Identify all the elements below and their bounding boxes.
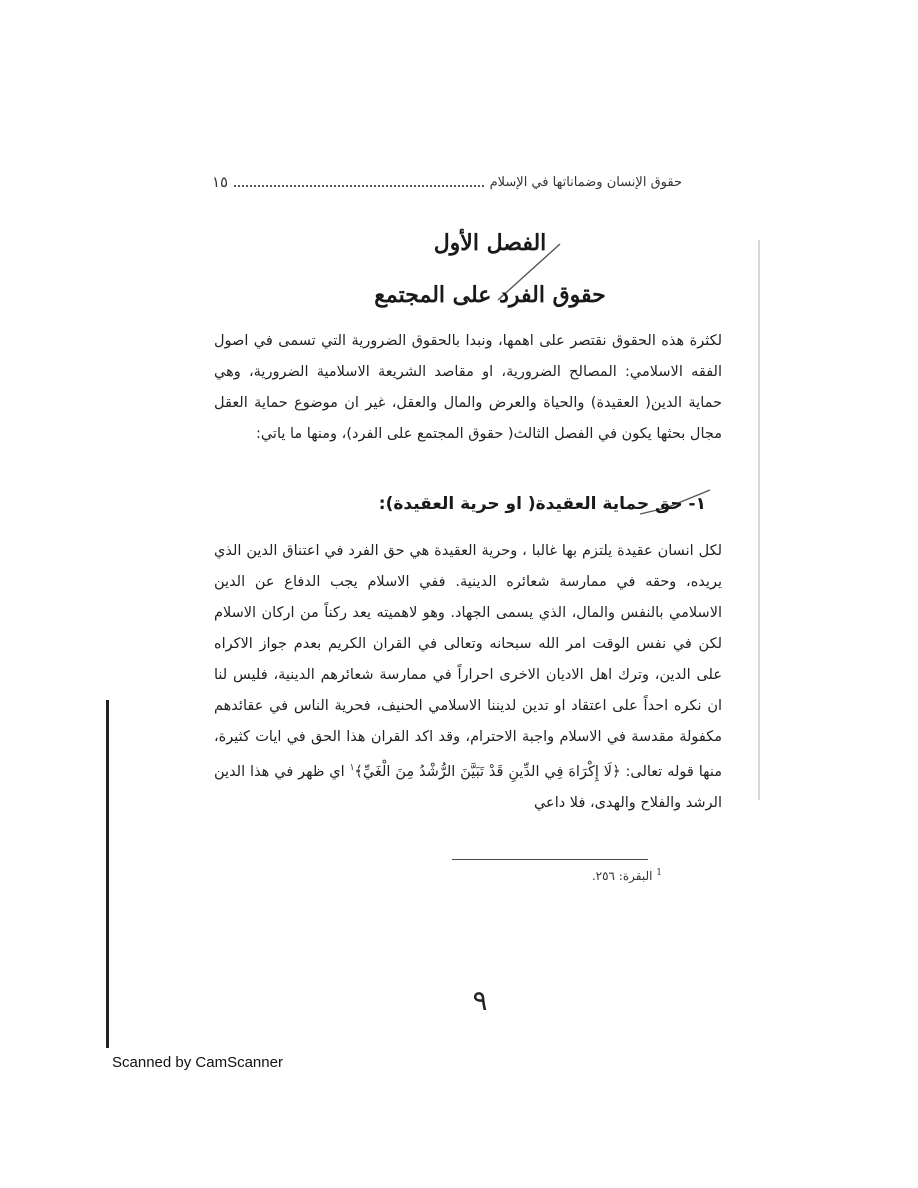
scanner-watermark: Scanned by CamScanner xyxy=(112,1054,283,1071)
subsection-number: ١- xyxy=(688,494,706,514)
handwritten-page-number: ٩ xyxy=(472,984,488,1017)
header-page-number: ١٥ xyxy=(212,173,229,191)
header-title: حقوق الإنسان وضماناتها في الإسلام xyxy=(489,174,682,190)
running-header xyxy=(212,170,682,194)
subsection-heading xyxy=(300,494,706,514)
footnote-reference: ١ xyxy=(349,763,355,773)
footnote-marker: 1 xyxy=(656,868,662,878)
paragraph-2 xyxy=(214,536,722,819)
quran-verse: ﴿لَا إِكْرَاهَ فِي الدِّينِ قَدْ تَبَيَّنَ الرُّشْدُ مِنَ الْغَيِّ﴾ xyxy=(354,763,621,780)
footnote-text: البقرة: ٢٥٦. xyxy=(591,869,653,883)
paragraph-1: لكثرة هذه الحقوق نقتصر على اهمها، ونبدا بالحقوق الضرورية التي تسمى في اصول الفقه الاسلامي: المصالح الضرورية، او مقاصد الشريعة الاسلامية الضرورية، وهي حماية الدين( العقيدة) والحياة والعرض والمال والعقل، غير ان موضوع حماية العقل مجال بحثها يكون في الفصل الثالث( حقوق المجتمع على الفرد)، ومنها ما ياتي: xyxy=(214,333,722,442)
section-title: حقوق الفرد على المجتمع xyxy=(374,282,606,308)
scan-edge-line xyxy=(106,700,109,1048)
header-leader-dots xyxy=(234,177,483,187)
footnote xyxy=(420,868,662,883)
footnote-divider xyxy=(452,859,648,860)
scan-edge-shadow xyxy=(758,240,760,800)
paragraph-2-text-b: اي ظهر في هذا الدين الرشد والفلاح والهدى، فلا داعي xyxy=(214,763,722,811)
paragraph-2-text-a: لكل انسان عقيدة يلتزم بها غالبا ، وحرية العقيدة هي حق الفرد في اعتناق الدين الذي يريده، وحقه في ممارسة شعائره الدينية. ففي الاسلام يجب الدفاع عن الدين الاسلامي بالنفس والمال، الذي يسمى الجهاد. وهو لاهميته يعد ركناً من اركان الاسلام لكن في نفس الوقت امر الله سبحانه وتعالى في القران الكريم بعدم جواز الاكراه على الدين، وترك اهل الاديان الاخرى احراراً في ممارسة شعائرهم الدينية، فليس لنا ان نكره احداً على اعتقاد او تدين لديننا الاسلامي الحنيف، فحرية الناس في عقائدهم مكفولة مقدسة في الاسلام واجبة الاحترام، وقد اكد القران هذا الحق في ايات كثيرة، منها قوله تعالى: xyxy=(214,543,722,780)
chapter-title: الفصل الأول xyxy=(433,230,547,256)
subsection-title: حق حماية العقيدة( او حرية العقيدة): xyxy=(378,494,683,514)
